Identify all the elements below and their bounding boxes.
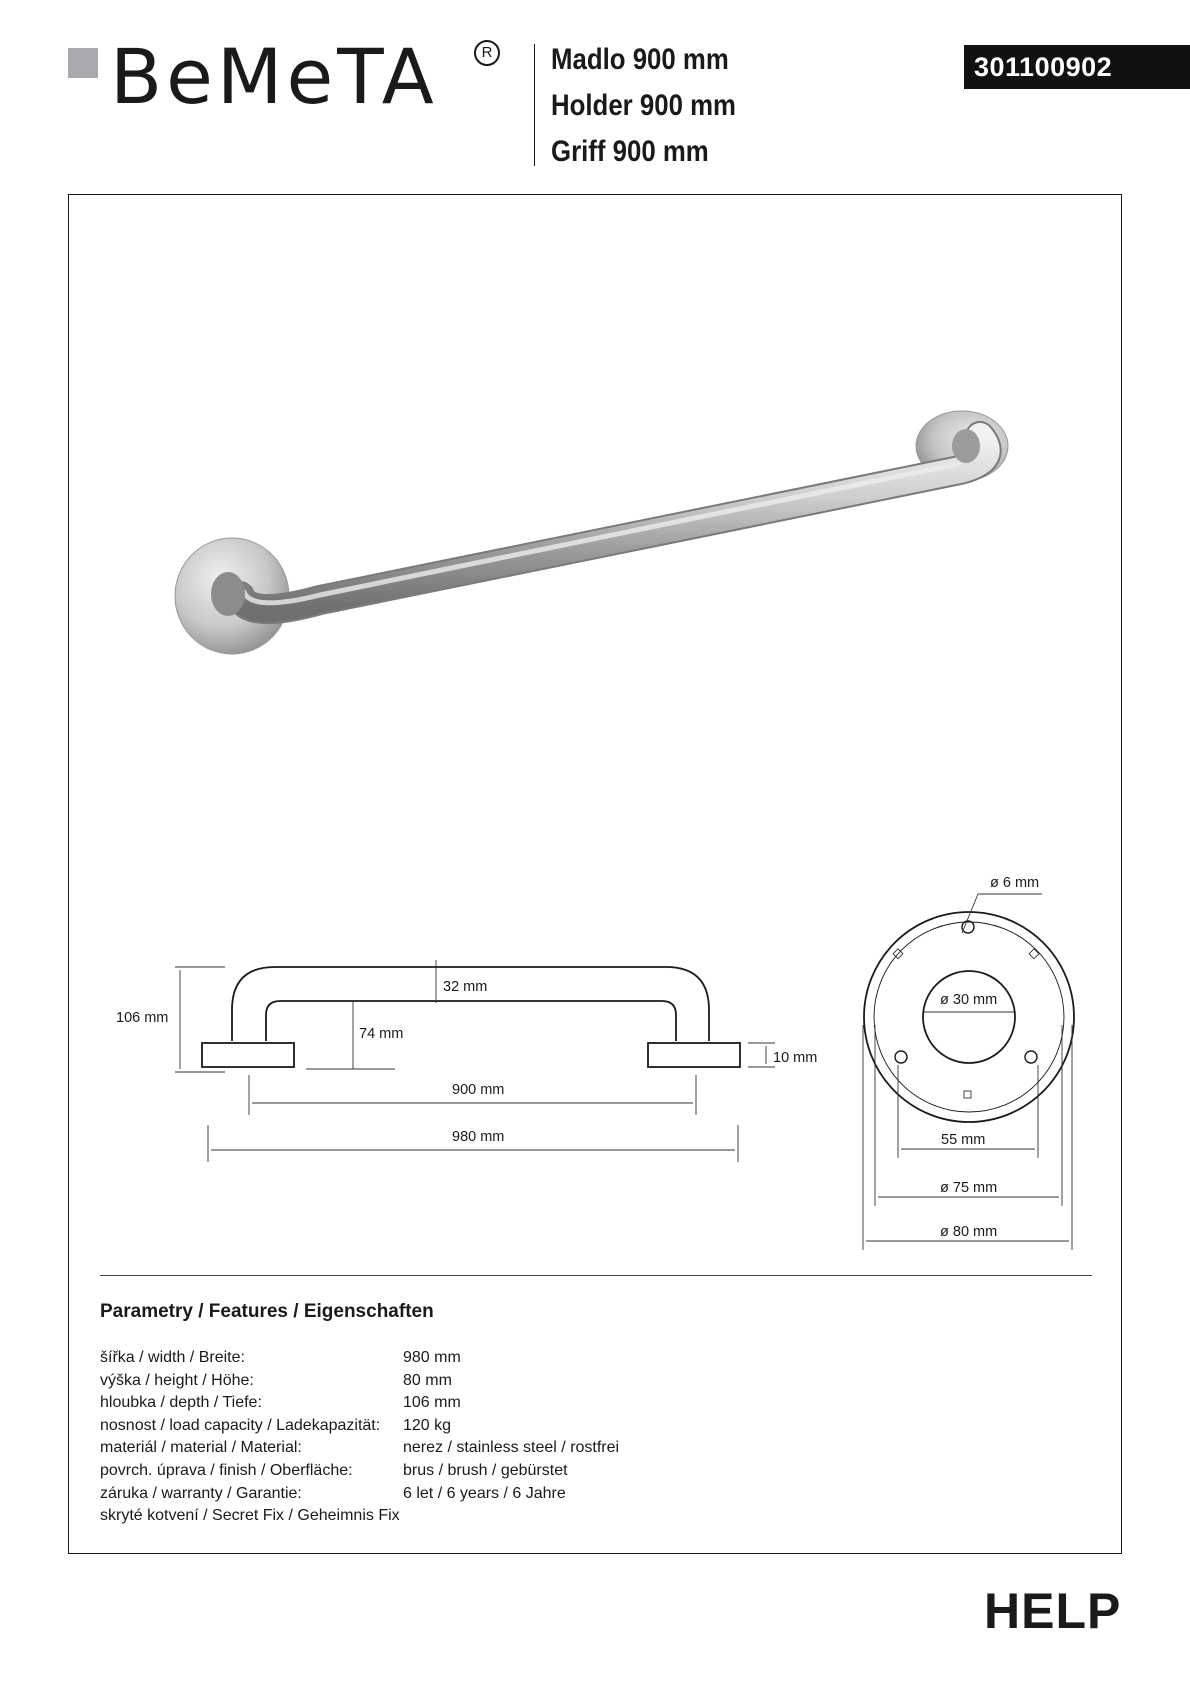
spec-value: brus / brush / gebürstet: [403, 1461, 568, 1479]
dim-outer-diameter: ø 80 mm: [940, 1224, 998, 1240]
spec-label: záruka / warranty / Garantie:: [100, 1484, 302, 1502]
features-divider: [100, 1275, 1092, 1276]
title-en: Holder 900 mm: [551, 89, 736, 122]
dim-tube-opening: ø 30 mm: [940, 992, 998, 1008]
flange-view-drawing: [864, 912, 1074, 1122]
features-table: [100, 1347, 619, 1528]
spec-value: nerez / stainless steel / rostfrei: [403, 1439, 620, 1457]
spec-label: skryté kotvení / Secret Fix / Geheimnis Fix: [100, 1507, 400, 1525]
spec-row: [100, 1415, 619, 1438]
features-heading: Parametry / Features / Eigenschaften: [100, 1301, 434, 1322]
title-cz: Madlo 900 mm: [551, 43, 729, 76]
dim-hole-spacing: 55 mm: [941, 1132, 986, 1148]
spec-label: povrch. úprava / finish / Oberfläche:: [100, 1461, 353, 1479]
product-code: 301100902: [964, 45, 1190, 89]
series-name: HELP: [984, 1583, 1122, 1639]
spec-value: 6 let / 6 years / 6 Jahre: [403, 1484, 566, 1502]
spec-value: 120 kg: [403, 1416, 452, 1434]
dim-inner-height: 74 mm: [359, 1026, 404, 1042]
spec-value: 80 mm: [403, 1371, 452, 1389]
spec-row: [100, 1460, 619, 1483]
spec-label: výška / height / Höhe:: [100, 1371, 254, 1389]
dim-total-length: 980 mm: [452, 1129, 505, 1145]
spec-value: 980 mm: [403, 1349, 461, 1366]
product-image: [175, 411, 1008, 654]
spec-row: [100, 1370, 619, 1393]
spec-row: [100, 1392, 619, 1415]
registered-mark: R: [474, 40, 500, 66]
spec-row: [100, 1505, 619, 1528]
spec-value: 106 mm: [403, 1394, 461, 1412]
dim-tube-diameter: 32 mm: [443, 979, 488, 995]
brand-logo: BeMeTA: [110, 32, 438, 121]
spec-label: nosnost / load capacity / Ladekapazität:: [100, 1416, 381, 1434]
title-de: Griff 900 mm: [551, 135, 709, 168]
dim-base-thickness: 10 mm: [773, 1050, 818, 1066]
spec-label: hloubka / depth / Tiefe:: [100, 1394, 262, 1412]
spec-label: šířka / width / Breite:: [100, 1349, 245, 1366]
spec-row: [100, 1347, 619, 1370]
dim-inner-diameter: ø 75 mm: [940, 1180, 998, 1196]
flange-view-dimensions: [863, 894, 1072, 1250]
dim-screw-hole: ø 6 mm: [990, 875, 1040, 891]
spec-row: [100, 1483, 619, 1506]
spec-label: materiál / material / Material:: [100, 1439, 302, 1457]
dim-height-total: 106 mm: [116, 1010, 169, 1026]
dim-inner-length: 900 mm: [452, 1082, 505, 1098]
spec-row: [100, 1437, 619, 1460]
